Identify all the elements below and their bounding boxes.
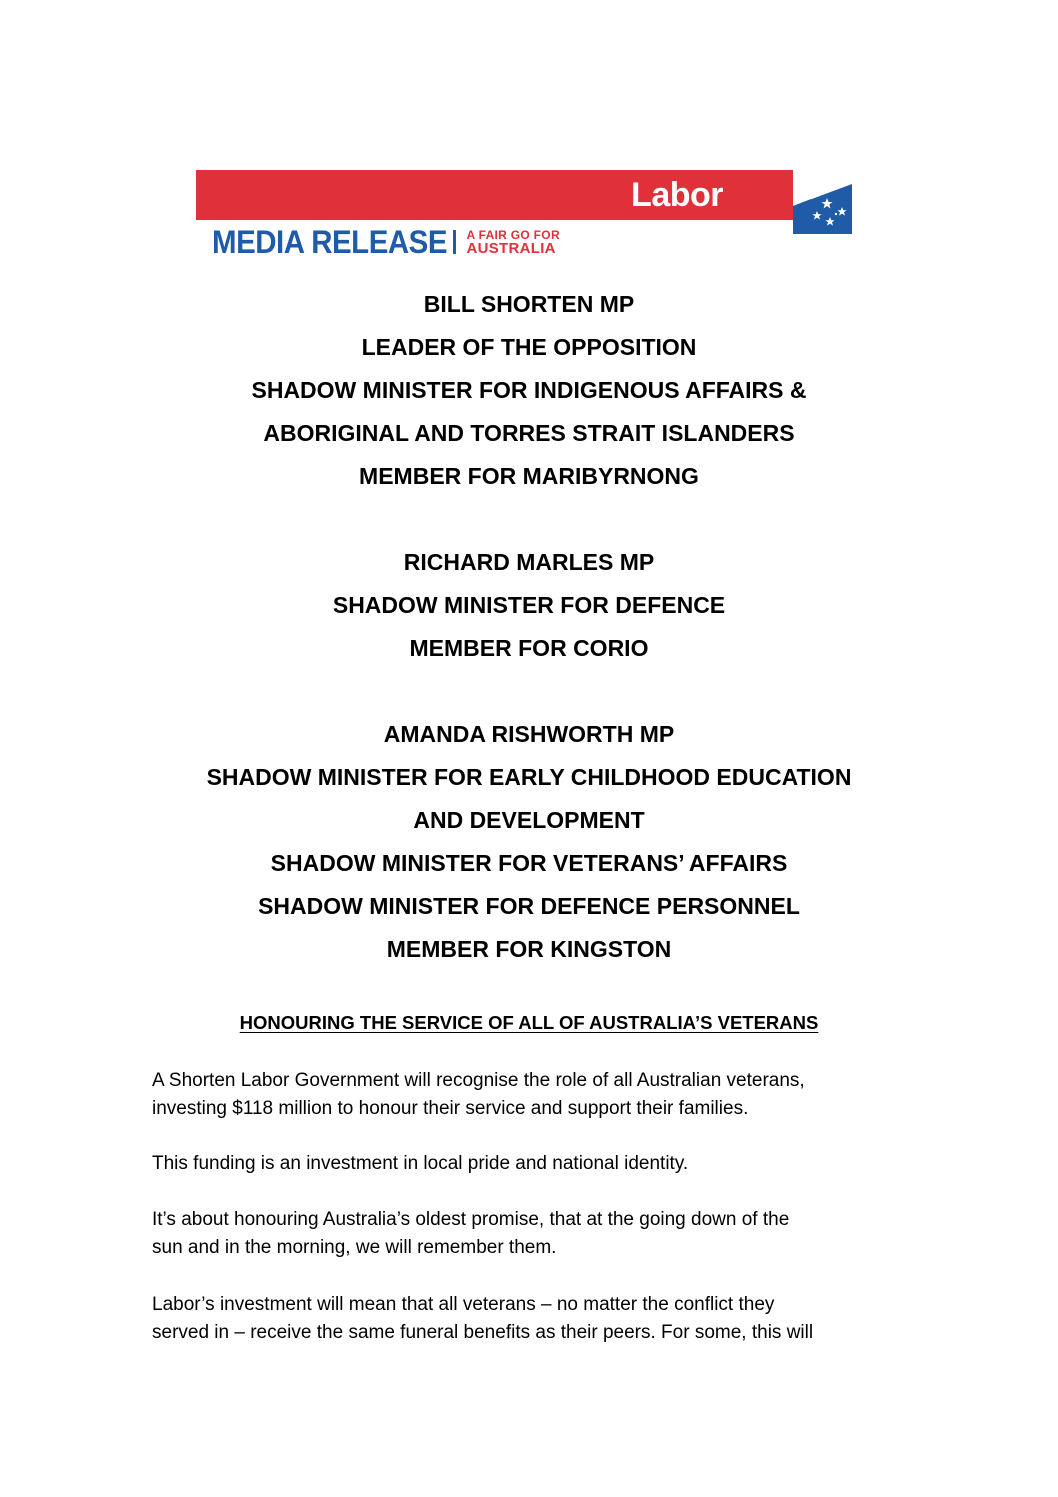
tagline-line-2: AUSTRALIA (466, 240, 556, 257)
minister-heading-line: ABORIGINAL AND TORRES STRAIT ISLANDERS (263, 420, 795, 446)
minister-block-rishworth (0, 713, 1058, 971)
minister-heading-line: BILL SHORTEN MP (423, 291, 635, 317)
media-release-label: MEDIA RELEASE (212, 223, 448, 260)
southern-cross-flag-icon (793, 184, 852, 234)
minister-block-shorten (0, 283, 1058, 498)
minister-heading-line: MEMBER FOR CORIO (409, 635, 649, 661)
minister-heading-line: RICHARD MARLES MP (403, 549, 655, 575)
body-paragraph (152, 1150, 912, 1178)
labor-wordmark: Labor (631, 176, 723, 214)
minister-heading-line: SHADOW MINISTER FOR VETERANS’ AFFAIRS (270, 850, 788, 876)
media-release-banner (196, 170, 852, 262)
body-paragraph (152, 1206, 912, 1262)
minister-heading-line: LEADER OF THE OPPOSITION (361, 334, 697, 360)
body-paragraph (152, 1067, 912, 1123)
minister-block-marles (0, 541, 1058, 670)
paragraph-line: It’s about honouring Australia’s oldest promise, that at the going down of the (152, 1209, 790, 1230)
minister-heading-line: MEMBER FOR KINGSTON (386, 936, 672, 962)
media-release-row (212, 222, 560, 262)
fair-go-tagline (466, 229, 559, 255)
paragraph-line: investing $118 million to honour their service and support their families. (152, 1098, 749, 1119)
paragraph-line: This funding is an investment in local pride and national identity. (152, 1153, 689, 1174)
release-title: HONOURING THE SERVICE OF ALL OF AUSTRALIA’S VETERANS (239, 1012, 819, 1033)
minister-heading-line: SHADOW MINISTER FOR DEFENCE PERSONNEL (258, 893, 800, 919)
minister-heading-line: SHADOW MINISTER FOR DEFENCE (332, 592, 726, 618)
body-paragraph (152, 1291, 912, 1347)
minister-heading-line: AND DEVELOPMENT (413, 807, 645, 833)
minister-heading-line: MEMBER FOR MARIBYRNONG (359, 463, 699, 489)
minister-heading-line: AMANDA RISHWORTH MP (383, 721, 675, 747)
minister-heading-line: SHADOW MINISTER FOR EARLY CHILDHOOD EDUCATION (206, 764, 852, 790)
minister-heading-line: SHADOW MINISTER FOR INDIGENOUS AFFAIRS & (251, 377, 807, 403)
tagline-line-1: A FAIR GO FOR (466, 228, 560, 242)
banner-divider (453, 230, 456, 254)
paragraph-line: A Shorten Labor Government will recognise the role of all Australian veterans, (152, 1070, 805, 1091)
banner-red-bar (196, 170, 793, 220)
paragraph-line: sun and in the morning, we will remember them. (152, 1237, 557, 1258)
paragraph-line: served in – receive the same funeral benefits as their peers. For some, this will (152, 1322, 814, 1343)
paragraph-line: Labor’s investment will mean that all veterans – no matter the conflict they (152, 1294, 775, 1315)
